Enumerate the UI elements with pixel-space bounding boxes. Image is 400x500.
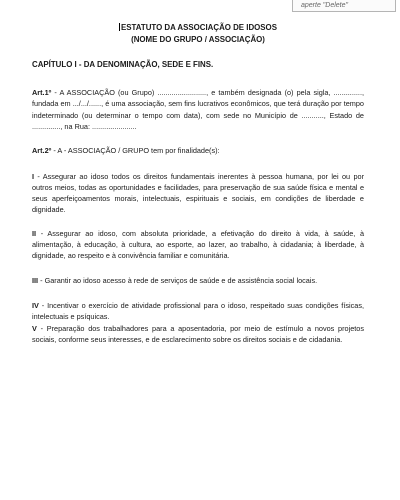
document-page: [32, 22, 364, 345]
text-cursor: [119, 23, 120, 31]
article-2-label: Art.2º: [32, 145, 52, 155]
title-line-1[interactable]: ESTATUTO DA ASSOCIAÇÃO DE IDOSOS: [121, 23, 277, 32]
article-2: [32, 145, 364, 156]
item-1-label: I: [32, 171, 35, 181]
article-2-text: - A - ASSOCIAÇÃO / GRUPO tem por finalidade(s):: [51, 145, 220, 155]
chapter-heading: CAPÍTULO I - DA DENOMINAÇÃO, SEDE E FINS.: [32, 60, 214, 70]
list-item-3: [32, 275, 364, 286]
list-item-1: [32, 171, 364, 215]
item-4-label: IV: [32, 301, 39, 311]
item-2-text: - Assegurar ao idoso, com absoluta prioridade, a efetivação do direito à vida, à saúde, à alimentação, à educação, à cultura, ao esporte, ao lazer, ao trabalho, à cidadania; à liberdade, à dignidade, ao respeito e à convivência familiar e comunitária.: [32, 229, 364, 261]
item-2-label: II: [32, 229, 37, 239]
item-3-label: III: [32, 276, 39, 286]
delete-hint-box: [292, 0, 396, 12]
title-line-2: (NOME DO GRUPO / ASSOCIAÇÃO): [131, 34, 265, 44]
list-item-4: [32, 300, 364, 322]
item-5-label: V: [32, 323, 37, 333]
list-item-2: [32, 228, 364, 261]
item-4-text: - Incentivar o exercício de atividade profissional para o idoso, respeitado suas condições físicas, intelectuais e psíquicas.: [32, 301, 364, 322]
list-item-5: [32, 323, 364, 345]
item-5-text: - Preparação dos trabalhadores para a aposentadoria, por meio de estímulo a novos projetos sociais, conforme seus interesses, e de esclarecimento sobre os direitos sociais e de cidadania.: [32, 323, 364, 344]
article-1-text: - A ASSOCIAÇÃO (ou Grupo) ........................, e também designada (o) pela sigla, .............., fundada em .../.../......, é uma associação, sem fins lucrativos econômicos, que terá duração por tempo indeterminado (ou determinar o tempo com data), com sede no Município de ..........., Estado de .............., na Rua: ......................: [32, 88, 364, 131]
article-1: [32, 87, 364, 131]
delete-hint-text: aperte "Delete": [301, 2, 348, 9]
document-title: [32, 22, 364, 45]
item-1-text: - Assegurar ao idoso todos os direitos fundamentais inerentes à pessoa humana, por lei ou por outros meios, todas as oportunidades e facilidades, para preservação de sua saúde física e mental e seus aperfeiçoamentos morais, intelectuais, espirituais e sociais, em condições de liberdade e dignidade.: [32, 171, 364, 215]
article-1-label: Art.1º: [32, 88, 52, 98]
item-3-text: - Garantir ao idoso acesso à rede de serviços de saúde e de assistência social locais.: [38, 276, 318, 286]
